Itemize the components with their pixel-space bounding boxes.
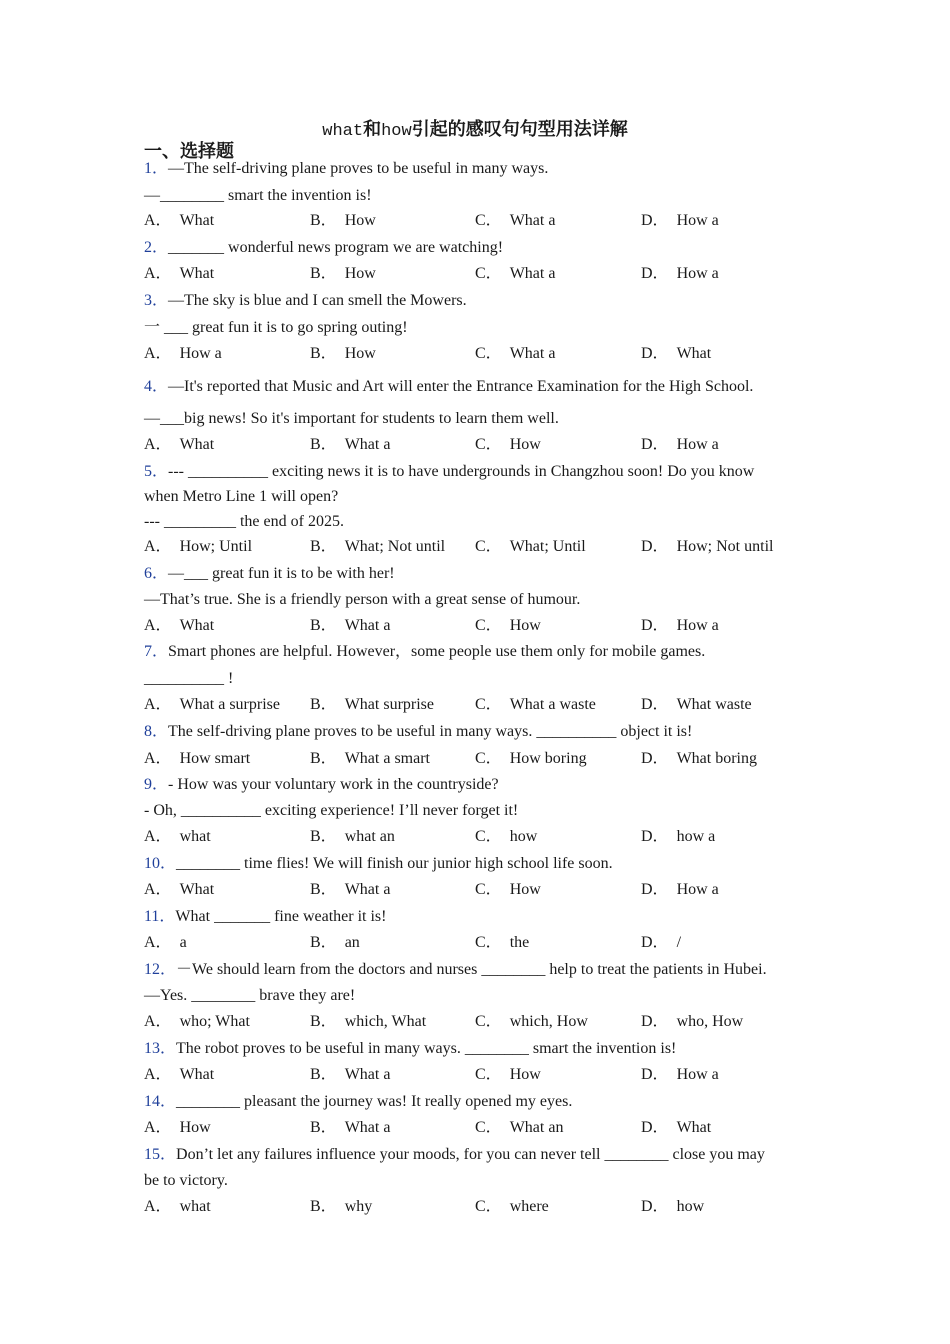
option-text: How [509, 436, 541, 453]
question-3-line-1 [144, 291, 467, 311]
option-label: A． [144, 750, 172, 767]
question-text: Don’t let any failures influence your moods, for you can never tell ________ close you may [176, 1146, 765, 1163]
option-text: why [344, 1198, 373, 1215]
option-label: B． [310, 1198, 337, 1215]
option-text: What [676, 1119, 712, 1136]
question-15-option-d[interactable] [641, 1197, 704, 1217]
question-7-option-a[interactable] [144, 695, 280, 715]
question-4-option-a[interactable] [144, 435, 214, 455]
option-text: the [509, 934, 530, 951]
option-label: D． [641, 1066, 669, 1083]
option-label: A． [144, 881, 172, 898]
option-text: What [179, 212, 215, 229]
question-8-option-d[interactable] [641, 749, 757, 769]
question-3-option-d[interactable] [641, 344, 711, 364]
question-8-option-a[interactable] [144, 749, 250, 769]
question-13-option-c[interactable] [475, 1065, 541, 1085]
option-label: B． [310, 345, 337, 362]
option-text: how [676, 1198, 705, 1215]
question-1-option-d[interactable] [641, 211, 719, 231]
option-text: What surprise [344, 696, 434, 713]
question-7-line-2 [144, 669, 233, 689]
option-text: How [509, 617, 541, 634]
option-label: B． [310, 750, 337, 767]
option-text: How boring [509, 750, 587, 767]
option-label: C． [475, 750, 502, 767]
option-label: B． [310, 828, 337, 845]
question-14-option-c[interactable] [475, 1118, 563, 1138]
question-number: 11． [144, 908, 176, 925]
question-text: —Yes. ________ brave they are! [144, 987, 356, 1004]
question-8-option-b[interactable] [310, 749, 430, 769]
question-number: 4． [144, 378, 169, 395]
question-1-option-b[interactable] [310, 211, 376, 231]
option-text: How; Not until [676, 538, 774, 555]
question-text: ________ time flies! We will finish our junior high school life soon. [176, 855, 613, 872]
question-9-line-2 [144, 801, 518, 821]
option-text: What an [509, 1119, 564, 1136]
question-9-option-d[interactable] [641, 827, 715, 847]
option-text: What boring [676, 750, 757, 767]
option-label: D． [641, 436, 669, 453]
option-label: B． [310, 265, 337, 282]
option-text: What; Until [509, 538, 586, 555]
question-number: 6． [144, 565, 169, 582]
option-text: What a [344, 436, 391, 453]
question-4-option-c[interactable] [475, 435, 541, 455]
option-label: D． [641, 828, 669, 845]
question-number: 14． [144, 1093, 177, 1110]
option-label: D． [641, 212, 669, 229]
question-number: 5． [144, 463, 169, 480]
question-10-option-b[interactable] [310, 880, 390, 900]
option-text: How [344, 265, 376, 282]
option-text: an [344, 934, 360, 951]
option-label: A． [144, 1198, 172, 1215]
question-12-line-1 [144, 960, 767, 980]
option-text: where [509, 1198, 549, 1215]
question-7-option-b[interactable] [310, 695, 434, 715]
question-text: —________ smart the invention is! [144, 187, 372, 204]
question-1-line-1 [144, 159, 548, 179]
question-12-option-d[interactable] [641, 1012, 743, 1032]
option-label: A． [144, 617, 172, 634]
question-12-option-a[interactable] [144, 1012, 250, 1032]
question-2-option-d[interactable] [641, 264, 719, 284]
question-8-option-c[interactable] [475, 749, 587, 769]
question-number: 9． [144, 776, 169, 793]
title-part-what: what [322, 122, 364, 141]
option-label: D． [641, 1013, 669, 1030]
question-13-option-d[interactable] [641, 1065, 719, 1085]
question-5-option-b[interactable] [310, 537, 445, 557]
question-5-line-1 [144, 462, 754, 482]
question-11-option-c[interactable] [475, 933, 529, 953]
question-2-line-1 [144, 238, 503, 258]
option-text: How a [676, 265, 719, 282]
question-15-option-b[interactable] [310, 1197, 372, 1217]
question-text: ________ pleasant the journey was! It really opened my eyes. [176, 1093, 573, 1110]
option-text: What a [509, 265, 556, 282]
option-label: C． [475, 696, 502, 713]
option-label: C． [475, 881, 502, 898]
question-text: —The sky is blue and I can smell the Mowers. [168, 292, 467, 309]
option-text: How a [676, 212, 719, 229]
question-7-line-1 [144, 642, 705, 662]
option-label: A． [144, 1013, 172, 1030]
question-text: - Oh, __________ exciting experience! I’ll never forget it! [144, 802, 519, 819]
option-text: who, How [676, 1013, 744, 1030]
option-text: What [179, 436, 215, 453]
option-text: what [179, 1198, 211, 1215]
question-text: —That’s true. She is a friendly person with a great sense of humour. [144, 591, 581, 608]
option-label: B． [310, 1066, 337, 1083]
question-14-option-b[interactable] [310, 1118, 390, 1138]
option-label: A． [144, 345, 172, 362]
question-2-option-a[interactable] [144, 264, 214, 284]
option-text: what [179, 828, 211, 845]
option-label: D． [641, 881, 669, 898]
question-5-line-3 [144, 512, 344, 532]
question-15-line-2 [144, 1171, 228, 1191]
option-label: D． [641, 750, 669, 767]
option-text: How a [676, 436, 719, 453]
question-number: 1． [144, 160, 169, 177]
option-label: A． [144, 265, 172, 282]
option-text: How a [676, 617, 719, 634]
option-label: C． [475, 1119, 502, 1136]
question-11-option-d[interactable] [641, 933, 681, 953]
title-part-how: how [381, 122, 412, 141]
option-text: / [676, 934, 682, 951]
question-text: _______ wonderful news program we are watching! [168, 239, 504, 256]
option-text: What waste [676, 696, 752, 713]
option-label: B． [310, 696, 337, 713]
question-text: －We should learn from the doctors and nurses ________ help to treat the patients in Hubei. [176, 961, 767, 978]
question-5-option-c[interactable] [475, 537, 586, 557]
option-label: A． [144, 1119, 172, 1136]
option-label: C． [475, 1198, 502, 1215]
question-number: 10． [144, 855, 177, 872]
question-15-option-c[interactable] [475, 1197, 549, 1217]
option-label: D． [641, 1119, 669, 1136]
option-text: who; What [179, 1013, 250, 1030]
title-part-rest: 引起的感叹句句型用法详解 [411, 119, 628, 139]
option-text: How [344, 345, 376, 362]
question-11-option-a[interactable] [144, 933, 187, 953]
question-13-option-b[interactable] [310, 1065, 390, 1085]
question-text: The self-driving plane proves to be useful in many ways. __________ object it is! [168, 723, 693, 740]
option-text: How a [676, 881, 719, 898]
question-number: 2． [144, 239, 169, 256]
question-4-line-2 [144, 409, 559, 429]
question-number: 8． [144, 723, 169, 740]
option-text: What; Not until [344, 538, 446, 555]
question-13-line-1 [144, 1039, 676, 1059]
option-label: A． [144, 538, 172, 555]
option-label: D． [641, 345, 669, 362]
option-text: What [179, 1066, 215, 1083]
question-13-option-a[interactable] [144, 1065, 214, 1085]
option-text: How [344, 212, 376, 229]
option-text: How a [179, 345, 222, 362]
option-label: A． [144, 696, 172, 713]
question-7-option-c[interactable] [475, 695, 596, 715]
question-9-option-b[interactable] [310, 827, 395, 847]
question-14-option-a[interactable] [144, 1118, 211, 1138]
option-text: What [179, 881, 215, 898]
question-2-option-c[interactable] [475, 264, 555, 284]
option-label: C． [475, 1013, 502, 1030]
question-10-line-1 [144, 854, 613, 874]
question-9-option-a[interactable] [144, 827, 211, 847]
option-label: D． [641, 1198, 669, 1215]
option-label: B． [310, 436, 337, 453]
option-label: B． [310, 1013, 337, 1030]
question-text: --- __________ exciting news it is to have undergrounds in Changzhou soon! Do you know [168, 463, 755, 480]
option-label: C． [475, 538, 502, 555]
option-label: A． [144, 436, 172, 453]
question-1-line-2 [144, 186, 372, 206]
question-text: The robot proves to be useful in many ways. ________ smart the invention is! [176, 1040, 677, 1057]
question-15-line-1 [144, 1145, 765, 1165]
option-text: What a [344, 1066, 391, 1083]
option-label: B． [310, 212, 337, 229]
option-label: C． [475, 436, 502, 453]
question-15-option-a[interactable] [144, 1197, 211, 1217]
option-text: What a [509, 212, 556, 229]
question-text: - How was your voluntary work in the countryside? [168, 776, 499, 793]
option-text: What [179, 265, 215, 282]
option-label: C． [475, 345, 502, 362]
question-7-option-d[interactable] [641, 695, 752, 715]
question-text: when Metro Line 1 will open? [144, 488, 339, 505]
option-label: C． [475, 934, 502, 951]
question-10-option-a[interactable] [144, 880, 214, 900]
question-5-option-d[interactable] [641, 537, 773, 557]
option-text: How [509, 1066, 541, 1083]
question-6-option-d[interactable] [641, 616, 719, 636]
question-11-line-1 [144, 907, 386, 927]
option-label: D． [641, 934, 669, 951]
option-text: How a [676, 1066, 719, 1083]
option-text: What a [344, 1119, 391, 1136]
question-1-option-c[interactable] [475, 211, 555, 231]
option-text: what an [344, 828, 395, 845]
option-text: What a [344, 881, 391, 898]
question-text: —The self-driving plane proves to be useful in many ways. [168, 160, 549, 177]
question-6-line-2 [144, 590, 580, 610]
option-label: C． [475, 828, 502, 845]
option-text: How [509, 881, 541, 898]
option-label: D． [641, 265, 669, 282]
question-text: Smart phones are helpful. However，some people use them only for mobile games. [168, 643, 706, 660]
question-5-option-a[interactable] [144, 537, 252, 557]
option-label: B． [310, 1119, 337, 1136]
question-12-option-c[interactable] [475, 1012, 588, 1032]
option-label: C． [475, 265, 502, 282]
option-label: A． [144, 934, 172, 951]
option-label: D． [641, 538, 669, 555]
option-text: How [179, 1119, 211, 1136]
question-4-line-1 [144, 377, 753, 397]
option-text: What a smart [344, 750, 430, 767]
option-label: B． [310, 881, 337, 898]
question-text: —It's reported that Music and Art will enter the Entrance Examination for the High School. [168, 378, 754, 395]
option-label: C． [475, 212, 502, 229]
option-label: C． [475, 1066, 502, 1083]
question-3-option-c[interactable] [475, 344, 555, 364]
question-3-line-2 [144, 318, 408, 338]
question-number: 7． [144, 643, 169, 660]
option-text: What a waste [509, 696, 596, 713]
question-6-option-c[interactable] [475, 616, 541, 636]
option-text: What [179, 617, 215, 634]
question-text: be to victory. [144, 1172, 228, 1189]
option-label: A． [144, 212, 172, 229]
option-label: C． [475, 617, 502, 634]
question-6-option-a[interactable] [144, 616, 214, 636]
question-text: —___big news! So it's important for students to learn them well. [144, 410, 559, 427]
option-text: What [676, 345, 712, 362]
question-12-line-2 [144, 986, 355, 1006]
question-number: 12． [144, 961, 177, 978]
question-text: —___ great fun it is to be with her! [168, 565, 395, 582]
question-1-option-a[interactable] [144, 211, 214, 231]
option-text: which, What [344, 1013, 427, 1030]
question-2-option-b[interactable] [310, 264, 376, 284]
option-text: What a [344, 617, 391, 634]
question-6-option-b[interactable] [310, 616, 390, 636]
question-9-line-1 [144, 775, 499, 795]
title-part-and: 和 [363, 119, 382, 139]
question-number: 13． [144, 1040, 177, 1057]
question-5-line-2 [144, 487, 338, 507]
option-text: What a [509, 345, 556, 362]
question-14-option-d[interactable] [641, 1118, 711, 1138]
section-heading: 一、选择题 [144, 141, 234, 162]
question-3-option-b[interactable] [310, 344, 376, 364]
question-11-option-b[interactable] [310, 933, 360, 953]
option-label: B． [310, 617, 337, 634]
option-text: which, How [509, 1013, 588, 1030]
option-text: What a surprise [179, 696, 280, 713]
option-label: B． [310, 934, 337, 951]
question-10-option-c[interactable] [475, 880, 541, 900]
document-title [0, 115, 950, 141]
option-label: D． [641, 617, 669, 634]
option-label: A． [144, 1066, 172, 1083]
question-text: --- _________ the end of 2025. [144, 513, 344, 530]
option-text: How smart [179, 750, 251, 767]
question-number: 3． [144, 292, 169, 309]
option-text: a [179, 934, 187, 951]
question-12-option-b[interactable] [310, 1012, 426, 1032]
question-text: 一 ___ great fun it is to go spring outing! [144, 319, 408, 336]
question-number: 15． [144, 1146, 177, 1163]
option-label: B． [310, 538, 337, 555]
question-3-option-a[interactable] [144, 344, 222, 364]
option-label: A． [144, 828, 172, 845]
option-text: How; Until [179, 538, 253, 555]
question-14-line-1 [144, 1092, 572, 1112]
question-8-line-1 [144, 722, 692, 742]
option-text: how [509, 828, 538, 845]
question-9-option-c[interactable] [475, 827, 537, 847]
option-label: D． [641, 696, 669, 713]
question-text: What _______ fine weather it is! [175, 908, 387, 925]
option-text: how a [676, 828, 716, 845]
question-4-option-b[interactable] [310, 435, 390, 455]
question-4-option-d[interactable] [641, 435, 719, 455]
question-6-line-1 [144, 564, 395, 584]
question-10-option-d[interactable] [641, 880, 719, 900]
question-text: __________ ! [144, 670, 234, 687]
